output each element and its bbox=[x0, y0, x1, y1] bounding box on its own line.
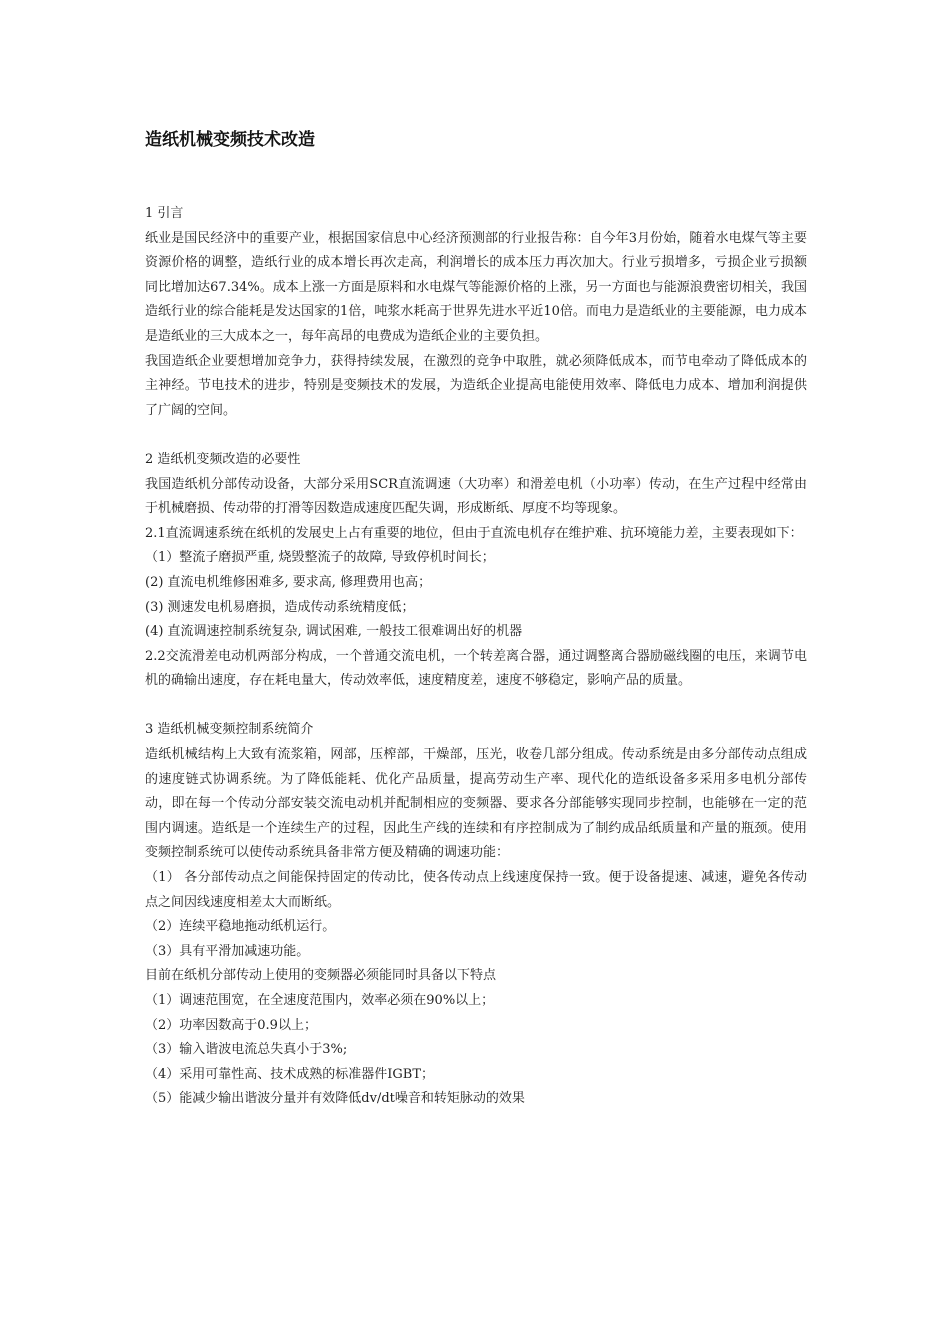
list-item: （1） 各分部传动点之间能保持固定的传动比，使各传动点上线速度保持一致。便于设备提速、减速，避免各传动点之间因线速度相差太大而断纸。 bbox=[145, 870, 807, 910]
section-spacer bbox=[145, 694, 807, 719]
section-necessity bbox=[145, 448, 807, 694]
list-item: （2）功率因数高于0.9以上； bbox=[145, 1017, 317, 1033]
paragraph: 我国造纸机分部传动设备，大部分采用SCR直流调速（大功率）和滑差电机（小功率）传动，在生产过程中经常由于机械磨损、传动带的打滑等因数造成速度匹配失调，形成断纸、厚度不均等现象。 bbox=[145, 476, 807, 517]
list-item: (3) 测速发电机易磨损，造成传动系统精度低； bbox=[145, 599, 415, 615]
paragraph: 目前在纸机分部传动上使用的变频器必须能同时具备以下特点 bbox=[145, 968, 497, 984]
list-item: （5）能减少输出谐波分量并有效降低dv/dt噪音和转矩脉动的效果 bbox=[145, 1091, 525, 1107]
list-item: （1）整流子磨损严重, 烧毁整流子的故障, 导致停机时间长； bbox=[145, 550, 495, 566]
section-spacer bbox=[145, 423, 807, 448]
section-heading: 2 造纸机变频改造的必要性 bbox=[145, 451, 301, 467]
list-item: (4) 直流调速控制系统复杂, 调试困难, 一般技工很难调出好的机器 bbox=[145, 624, 523, 640]
paragraph: 2.1直流调速系统在纸机的发展史上占有重要的地位，但由于直流电机存在维护难、抗环境能力差，主要表现如下： bbox=[145, 525, 803, 541]
list-item: （2）连续平稳地拖动纸机运行。 bbox=[145, 919, 336, 935]
section-control-system bbox=[145, 718, 807, 1112]
list-item: （3）具有平滑加减速功能。 bbox=[145, 943, 310, 959]
paragraph: 2.2交流滑差电动机两部分构成，一个普通交流电机，一个转差离合器，通过调整离合器励磁线圈的电压，来调节电机的确输出速度，存在耗电量大，传动效率低，速度精度差，速度不够稳定，影响产品的质量。 bbox=[145, 648, 807, 689]
section-introduction bbox=[145, 202, 807, 423]
document-title: 造纸机械变频技术改造 bbox=[145, 130, 315, 150]
list-item: (2) 直流电机维修困难多, 要求高, 修理费用也高； bbox=[145, 574, 432, 590]
list-item: （4）采用可靠性高、技术成熟的标准器件IGBT； bbox=[145, 1066, 435, 1082]
paragraph: 我国造纸企业要想增加竞争力，获得持续发展，在激烈的竞争中取胜，就必须降低成本，而节电牵动了降低成本的主神经。节电技术的进步，特别是变频技术的发展，为造纸企业提高电能使用效率、降低电力成本、增加利润提供了广阔的空间。 bbox=[145, 353, 807, 418]
paragraph: 造纸机械结构上大致有流浆箱，网部，压榨部，干燥部，压光，收卷几部分组成。传动系统是由多分部传动点组成的速度链式协调系统。为了降低能耗、优化产品质量，提高劳动生产率、现代化的造纸设备多采用多电机分部传动，即在每一个传动分部安装交流电动机并配制相应的变频器、要求各分部能够实现同步控制，也能够在一定的范围内调速。造纸是一个连续生产的过程，因此生产线的连续和有序控制成为了制约成品纸质量和产量的瓶颈。使用变频控制系统可以使传动系统具备非常方便及精确的调速功能： bbox=[145, 747, 807, 861]
paragraph: 纸业是国民经济中的重要产业，根据国家信息中心经济预测部的行业报告称：自今年3月份始，随着水电煤气等主要资源价格的调整，造纸行业的成本增长再次走高，利润增长的成本压力再次加大。行业亏损增多，亏损企业亏损额同比增加达67.34%。成本上涨一方面是原料和水电煤气等能源价格的上涨，另一方面也与能源浪费密切相关，我国造纸行业的综合能耗是发达国家的1倍，吨浆水耗高于世界先进水平近10倍。而电力是造纸业的主要能源，电力成本是造纸业的三大成本之一，每年高昂的电费成为造纸企业的主要负担。 bbox=[145, 230, 807, 344]
section-heading: 1 引言 bbox=[145, 206, 184, 221]
section-heading: 3 造纸机械变频控制系统简介 bbox=[145, 722, 314, 738]
list-item: （1）调速范围宽，在全速度范围内，效率必须在90%以上； bbox=[145, 993, 495, 1008]
list-item: （3）输入谐波电流总失真小于3%; bbox=[145, 1042, 348, 1058]
document-body bbox=[145, 202, 807, 1112]
